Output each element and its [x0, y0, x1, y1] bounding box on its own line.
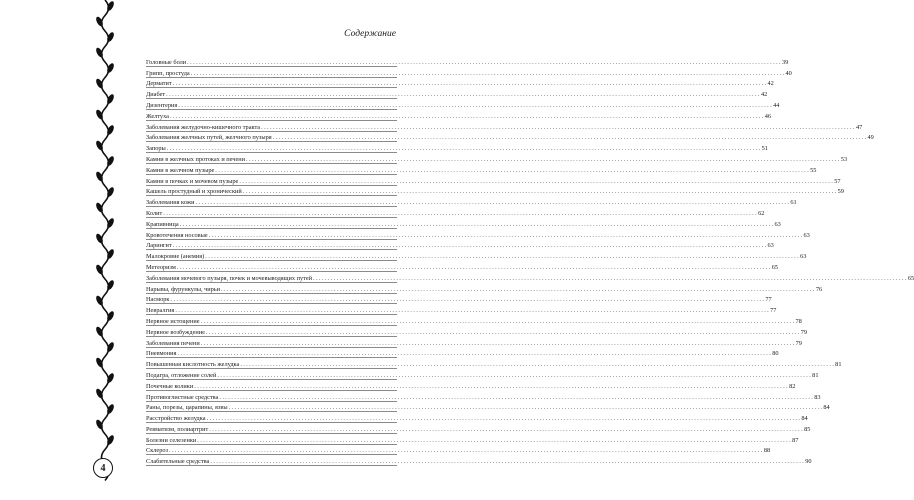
toc-entry-page: 88: [763, 447, 771, 455]
toc-entry-title: Метеоризм: [146, 263, 176, 271]
toc-entry: [146, 186, 844, 197]
toc-entry: [146, 348, 779, 359]
toc-entry-title: Нервное возбуждение: [146, 328, 205, 336]
toc-entry-page: 65: [907, 274, 914, 282]
toc-entry-title: Почечные колики: [146, 382, 194, 390]
toc-entry: [146, 218, 781, 229]
toc-entry: [146, 294, 772, 305]
toc-entry-title: Диабет: [146, 91, 166, 99]
toc-entry: [146, 240, 774, 251]
toc-entry-title: Камни в почках и мочевом пузыре: [146, 177, 239, 185]
dot-leader: ........................................................................................................................................................................................................: [217, 371, 813, 379]
toc-entry: [146, 196, 797, 207]
dot-leader: ........................................................................................................................................................................................................: [239, 177, 835, 185]
toc-entry: [146, 132, 874, 143]
toc-entry-page: 55: [810, 166, 817, 174]
dot-leader: ........................................................................................................................................................................................................: [240, 361, 836, 369]
toc-entry-title: Склероз: [146, 447, 168, 455]
toc-entry-title: Заболевания желчных путей, желчного пузыря: [146, 134, 272, 142]
section-title: Содержание: [344, 29, 396, 39]
toc-entry: [146, 402, 830, 413]
toc-entry-title: Колит: [146, 209, 163, 217]
toc-entry: [146, 67, 792, 78]
toc-entry-page: 44: [773, 101, 780, 109]
dot-leader: ........................................................................................................................................................................................................: [313, 274, 908, 282]
toc-entry: [146, 455, 812, 466]
toc-entry: [146, 423, 811, 434]
toc-entry-title: Крапивница: [146, 220, 179, 228]
dot-leader: ........................................................................................................................................................................................................: [215, 166, 811, 174]
toc-entry-page: 62: [758, 209, 765, 217]
toc-entry: [146, 110, 772, 121]
toc-entry: [146, 272, 914, 283]
dot-leader: ........................................................................................................................................................................................................: [175, 307, 771, 315]
dot-leader: ........................................................................................................................................................................................................: [242, 188, 838, 196]
toc-entry-page: 84: [801, 415, 808, 423]
toc-entry-page: 80: [772, 350, 779, 358]
vine-ornament: [88, 0, 122, 500]
dot-leader: ........................................................................................................................................................................................................: [272, 134, 868, 142]
toc-entry-page: 63: [774, 220, 781, 228]
toc-entry: [146, 337, 802, 348]
toc-entry-page: 39: [782, 58, 789, 66]
toc-entry-title: Раны, порезы, царапины, язвы: [146, 404, 228, 412]
toc-entry-title: Камни в желчном пузыре: [146, 166, 215, 174]
toc-entry-page: 79: [795, 339, 802, 347]
toc-entry: [146, 56, 789, 67]
toc-entry: [146, 250, 807, 261]
toc-entry-page: 77: [765, 296, 772, 304]
toc-entry: [146, 412, 808, 423]
toc-entry-page: 57: [834, 177, 841, 185]
dot-leader: ........................................................................................................................................................................................................: [163, 209, 759, 217]
toc-entry-page: 78: [795, 317, 802, 325]
toc-entry: [146, 283, 823, 294]
dot-leader: ........................................................................................................................................................................................................: [169, 112, 765, 120]
toc-entry-page: 61: [790, 199, 797, 207]
toc-entry: [146, 121, 863, 132]
dot-leader: ........................................................................................................................................................................................................: [177, 350, 773, 358]
toc-entry: [146, 207, 765, 218]
toc-entry-title: Дизентерия: [146, 101, 178, 109]
dot-leader: ........................................................................................................................................................................................................: [208, 231, 804, 239]
toc-entry: [146, 88, 768, 99]
dot-leader: ........................................................................................................................................................................................................: [206, 415, 802, 423]
toc-entry-page: 77: [770, 307, 777, 315]
toc-entry-title: Болезни селезенки: [146, 436, 197, 444]
toc-entry: [146, 229, 810, 240]
toc-entry-page: 49: [867, 134, 874, 142]
toc-entry-title: Кашель простудный и хронический: [146, 188, 242, 196]
dot-leader: ........................................................................................................................................................................................................: [176, 263, 772, 271]
toc-entry: [146, 326, 808, 337]
toc-entry: [146, 153, 848, 164]
toc-entry-title: Нервное истощение: [146, 317, 200, 325]
toc-entry-page: 76: [815, 285, 823, 293]
dot-leader: ........................................................................................................................................................................................................: [179, 220, 775, 228]
dot-leader: ........................................................................................................................................................................................................: [219, 393, 815, 401]
toc-entry-page: 40: [785, 69, 792, 77]
toc-entry-title: Пневмония: [146, 350, 177, 358]
dot-leader: ........................................................................................................................................................................................................: [187, 58, 783, 66]
toc-entry-page: 59: [837, 188, 844, 196]
toc-entry-title: Насморк: [146, 296, 170, 304]
dot-leader: ........................................................................................................................................................................................................: [200, 317, 796, 325]
toc-entry-title: Противоглистные средства: [146, 393, 219, 401]
toc-entry-page: 42: [767, 80, 774, 88]
toc-entry-page: 63: [803, 231, 810, 239]
toc-entry-title: Малокровие (анемия): [146, 253, 205, 261]
toc-entry-title: Заболевания желудочно-кишечного тракта: [146, 123, 261, 131]
toc-entry: [146, 445, 771, 456]
toc-entry-title: Дерматит: [146, 80, 172, 88]
toc-entry-page: 87: [792, 436, 799, 444]
toc-entry: [146, 358, 842, 369]
toc-entry-page: 65: [771, 263, 779, 271]
toc-entry-page: 53: [840, 155, 848, 163]
toc-entry-title: Заболевания мочевого пузыря, почек и мочевыводящих путей: [146, 274, 313, 282]
toc-entry-page: 82: [789, 382, 796, 390]
toc-entry-page: 83: [814, 393, 821, 401]
toc-entry-title: Камни в желчных протоках и печени: [146, 155, 245, 163]
dot-leader: ........................................................................................................................................................................................................: [197, 436, 793, 444]
toc-entry-page: 84: [823, 404, 830, 412]
toc-entry: [146, 142, 768, 153]
dot-leader: ........................................................................................................................................................................................................: [168, 447, 764, 455]
toc-entry-title: Кровотечения носовые: [146, 231, 208, 239]
dot-leader: ........................................................................................................................................................................................................: [166, 145, 762, 153]
dot-leader: ........................................................................................................................................................................................................: [170, 296, 766, 304]
toc-entry: [146, 315, 802, 326]
toc-entry-page: 63: [800, 253, 807, 261]
toc-entry-page: 51: [761, 145, 768, 153]
toc-entry-title: Запоры: [146, 145, 166, 153]
toc-entry: [146, 391, 821, 402]
toc-entry-title: Желтуха: [146, 112, 169, 120]
toc-entry-title: Заболевания кожи: [146, 199, 195, 207]
toc-entry-page: 42: [760, 91, 768, 99]
toc-entry-page: 81: [835, 361, 842, 369]
dot-leader: ........................................................................................................................................................................................................: [209, 425, 805, 433]
toc-entry: [146, 434, 799, 445]
dot-leader: ........................................................................................................................................................................................................: [261, 123, 856, 131]
toc-entry: [146, 78, 774, 89]
toc-entry-page: 47: [855, 123, 863, 131]
dot-leader: ........................................................................................................................................................................................................: [195, 199, 791, 207]
dot-leader: ........................................................................................................................................................................................................: [221, 285, 816, 293]
toc-entry-title: Подагра, отложение солей: [146, 371, 217, 379]
dot-leader: ........................................................................................................................................................................................................: [172, 80, 768, 88]
toc-entry-page: 79: [800, 328, 808, 336]
page-number: 4: [93, 458, 113, 478]
toc-entry-page: 90: [805, 458, 812, 466]
toc-entry: [146, 175, 841, 186]
toc-entry-page: 63: [767, 242, 774, 250]
toc-entry-title: Повышенная кислотность желудка: [146, 361, 240, 369]
dot-leader: ........................................................................................................................................................................................................: [205, 328, 801, 336]
toc-entry-title: Ларингит: [146, 242, 172, 250]
toc-entry: [146, 304, 777, 315]
toc-entry: [146, 261, 779, 272]
toc-entry-title: Нарывы, фурункулы, чирьи: [146, 285, 221, 293]
dot-leader: ........................................................................................................................................................................................................: [190, 69, 786, 77]
toc-entry-title: Заболевания печени: [146, 339, 200, 347]
dot-leader: ........................................................................................................................................................................................................: [172, 242, 768, 250]
toc-entry-page: 85: [804, 425, 811, 433]
table-of-contents: [146, 56, 914, 466]
dot-leader: ........................................................................................................................................................................................................: [194, 382, 790, 390]
toc-entry: [146, 380, 796, 391]
dot-leader: ........................................................................................................................................................................................................: [228, 404, 824, 412]
toc-entry-page: 46: [764, 112, 772, 120]
toc-entry-title: Ревматизм, полиартрит: [146, 425, 209, 433]
dot-leader: ........................................................................................................................................................................................................: [178, 101, 774, 109]
toc-entry-title: Слабительные средства: [146, 458, 210, 466]
toc-entry-title: Расстройство желудка: [146, 415, 206, 423]
toc-entry-title: Невралгия: [146, 307, 175, 315]
dot-leader: ........................................................................................................................................................................................................: [205, 253, 801, 261]
dot-leader: ........................................................................................................................................................................................................: [210, 458, 806, 466]
toc-entry-title: Грипп, простуда: [146, 69, 190, 77]
toc-entry-page: 81: [812, 371, 819, 379]
dot-leader: ........................................................................................................................................................................................................: [200, 339, 796, 347]
toc-entry: [146, 99, 780, 110]
dot-leader: ........................................................................................................................................................................................................: [166, 91, 761, 99]
toc-entry-title: Головные боли: [146, 58, 187, 66]
dot-leader: ........................................................................................................................................................................................................: [246, 155, 841, 163]
toc-entry: [146, 369, 819, 380]
toc-entry: [146, 164, 817, 175]
